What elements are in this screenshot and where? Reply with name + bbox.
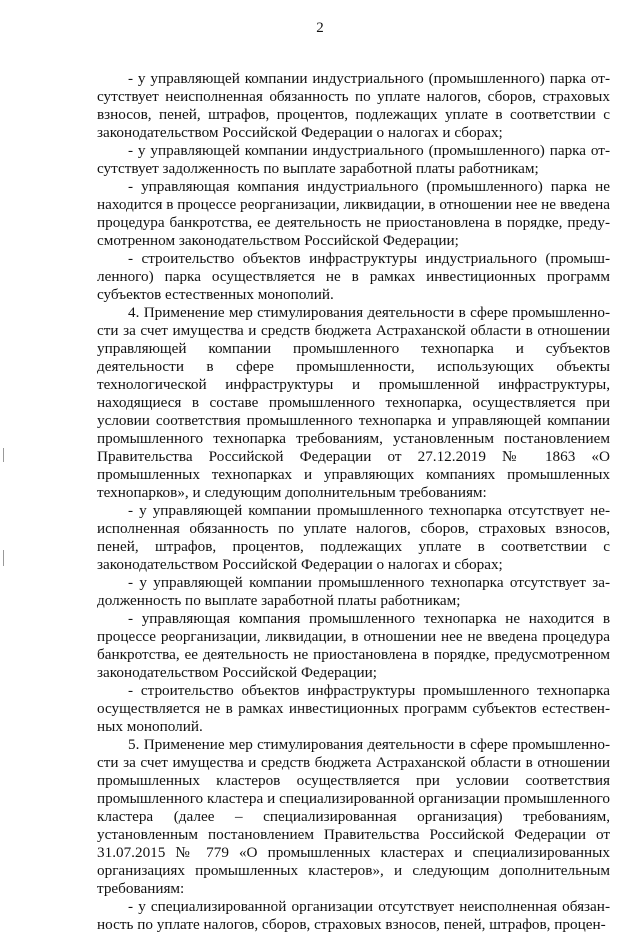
scan-artifact-mark [3, 448, 4, 462]
paragraph-10: 5. Применение мер стимулирования деятельности в сфере промышленности за счет имущества и средств бюджета Астраханской области в отношении промышленных кластеров осуществляется при условии соответствия промышленного кластера и специализированной организации промышленного кластера (далее – специализированная организация) требованиям, установленным постановлением Правительства Российской Федерации от 31.07.2015 № 779 «О промышленных кластерах и специализированных организациях промышленных кластеров», и следующим дополнительным требованиям: [97, 736, 610, 897]
paragraph-7: - у управляющей компании промышленного технопарка отсутствует задолженность по выплате заработной платы работникам; [97, 574, 610, 609]
paragraph-3: - управляющая компания индустриального (промышленного) парка не находится в процессе реорганизации, ликвидации, в отношении нее не введена процедура банкротства, ее деятельность не приостановлена в порядке, предусмотренном законодательством Российской Федерации; [97, 178, 610, 249]
paragraph-2: - у управляющей компании индустриального (промышленного) парка отсутствует задолженность по выплате заработной платы работникам; [97, 142, 610, 177]
document-body [97, 70, 610, 934]
page-number: 2 [316, 20, 324, 36]
paragraph-9: - строительство объектов инфраструктуры промышленного технопарка осуществляется не в рамках инвестиционных программ субъектов естественных монополий. [97, 682, 610, 735]
paragraph-1: - у управляющей компании индустриального (промышленного) парка отсутствует неисполненная обязанность по уплате налогов, сборов, страховых взносов, пеней, штрафов, процентов, подлежащих уплате в соответствии с законодательством Российской Федерации о налогах и сборах; [97, 70, 610, 141]
paragraph-5: 4. Применение мер стимулирования деятельности в сфере промышленности за счет имущества и средств бюджета Астраханской области в отношении управляющей компании промышленного технопарка и субъектов деятельности в сфере промышленности, использующих объекты технологической инфраструктуры и промышленной инфраструктуры, находящиеся в составе промышленного технопарка, осуществляется при условии соответствия промышленного технопарка и управляющей компании промышленного технопарка требованиям, установленным постановлением Правительства Российской Федерации от 27.12.2019 № 1863 «О промышленных технопарках и управляющих компаниях промышленных технопарков», и следующим дополнительным требованиям: [97, 304, 610, 501]
paragraph-4: - строительство объектов инфраструктуры индустриального (промышленного) парка осуществляется не в рамках инвестиционных программ субъектов естественных монополий. [97, 250, 610, 303]
scan-artifact-mark [3, 550, 4, 566]
paragraph-6: - у управляющей компании промышленного технопарка отсутствует неисполненная обязанность по уплате налогов, сборов, страховых взносов, пеней, штрафов, процентов, подлежащих уплате в соответствии с законодательством Российской Федерации о налогах и сборах; [97, 502, 610, 573]
paragraph-8: - управляющая компания промышленного технопарка не находится в процессе реорганизации, ликвидации, в отношении нее не введена процедура банкротства, ее деятельность не приостановлена в порядке, предусмотренном законодательством Российской Федерации; [97, 610, 610, 681]
paragraph-11: - у специализированной организации отсутствует неисполненная обязанность по уплате налогов, сборов, страховых взносов, пеней, штрафов, процен- [97, 898, 610, 933]
